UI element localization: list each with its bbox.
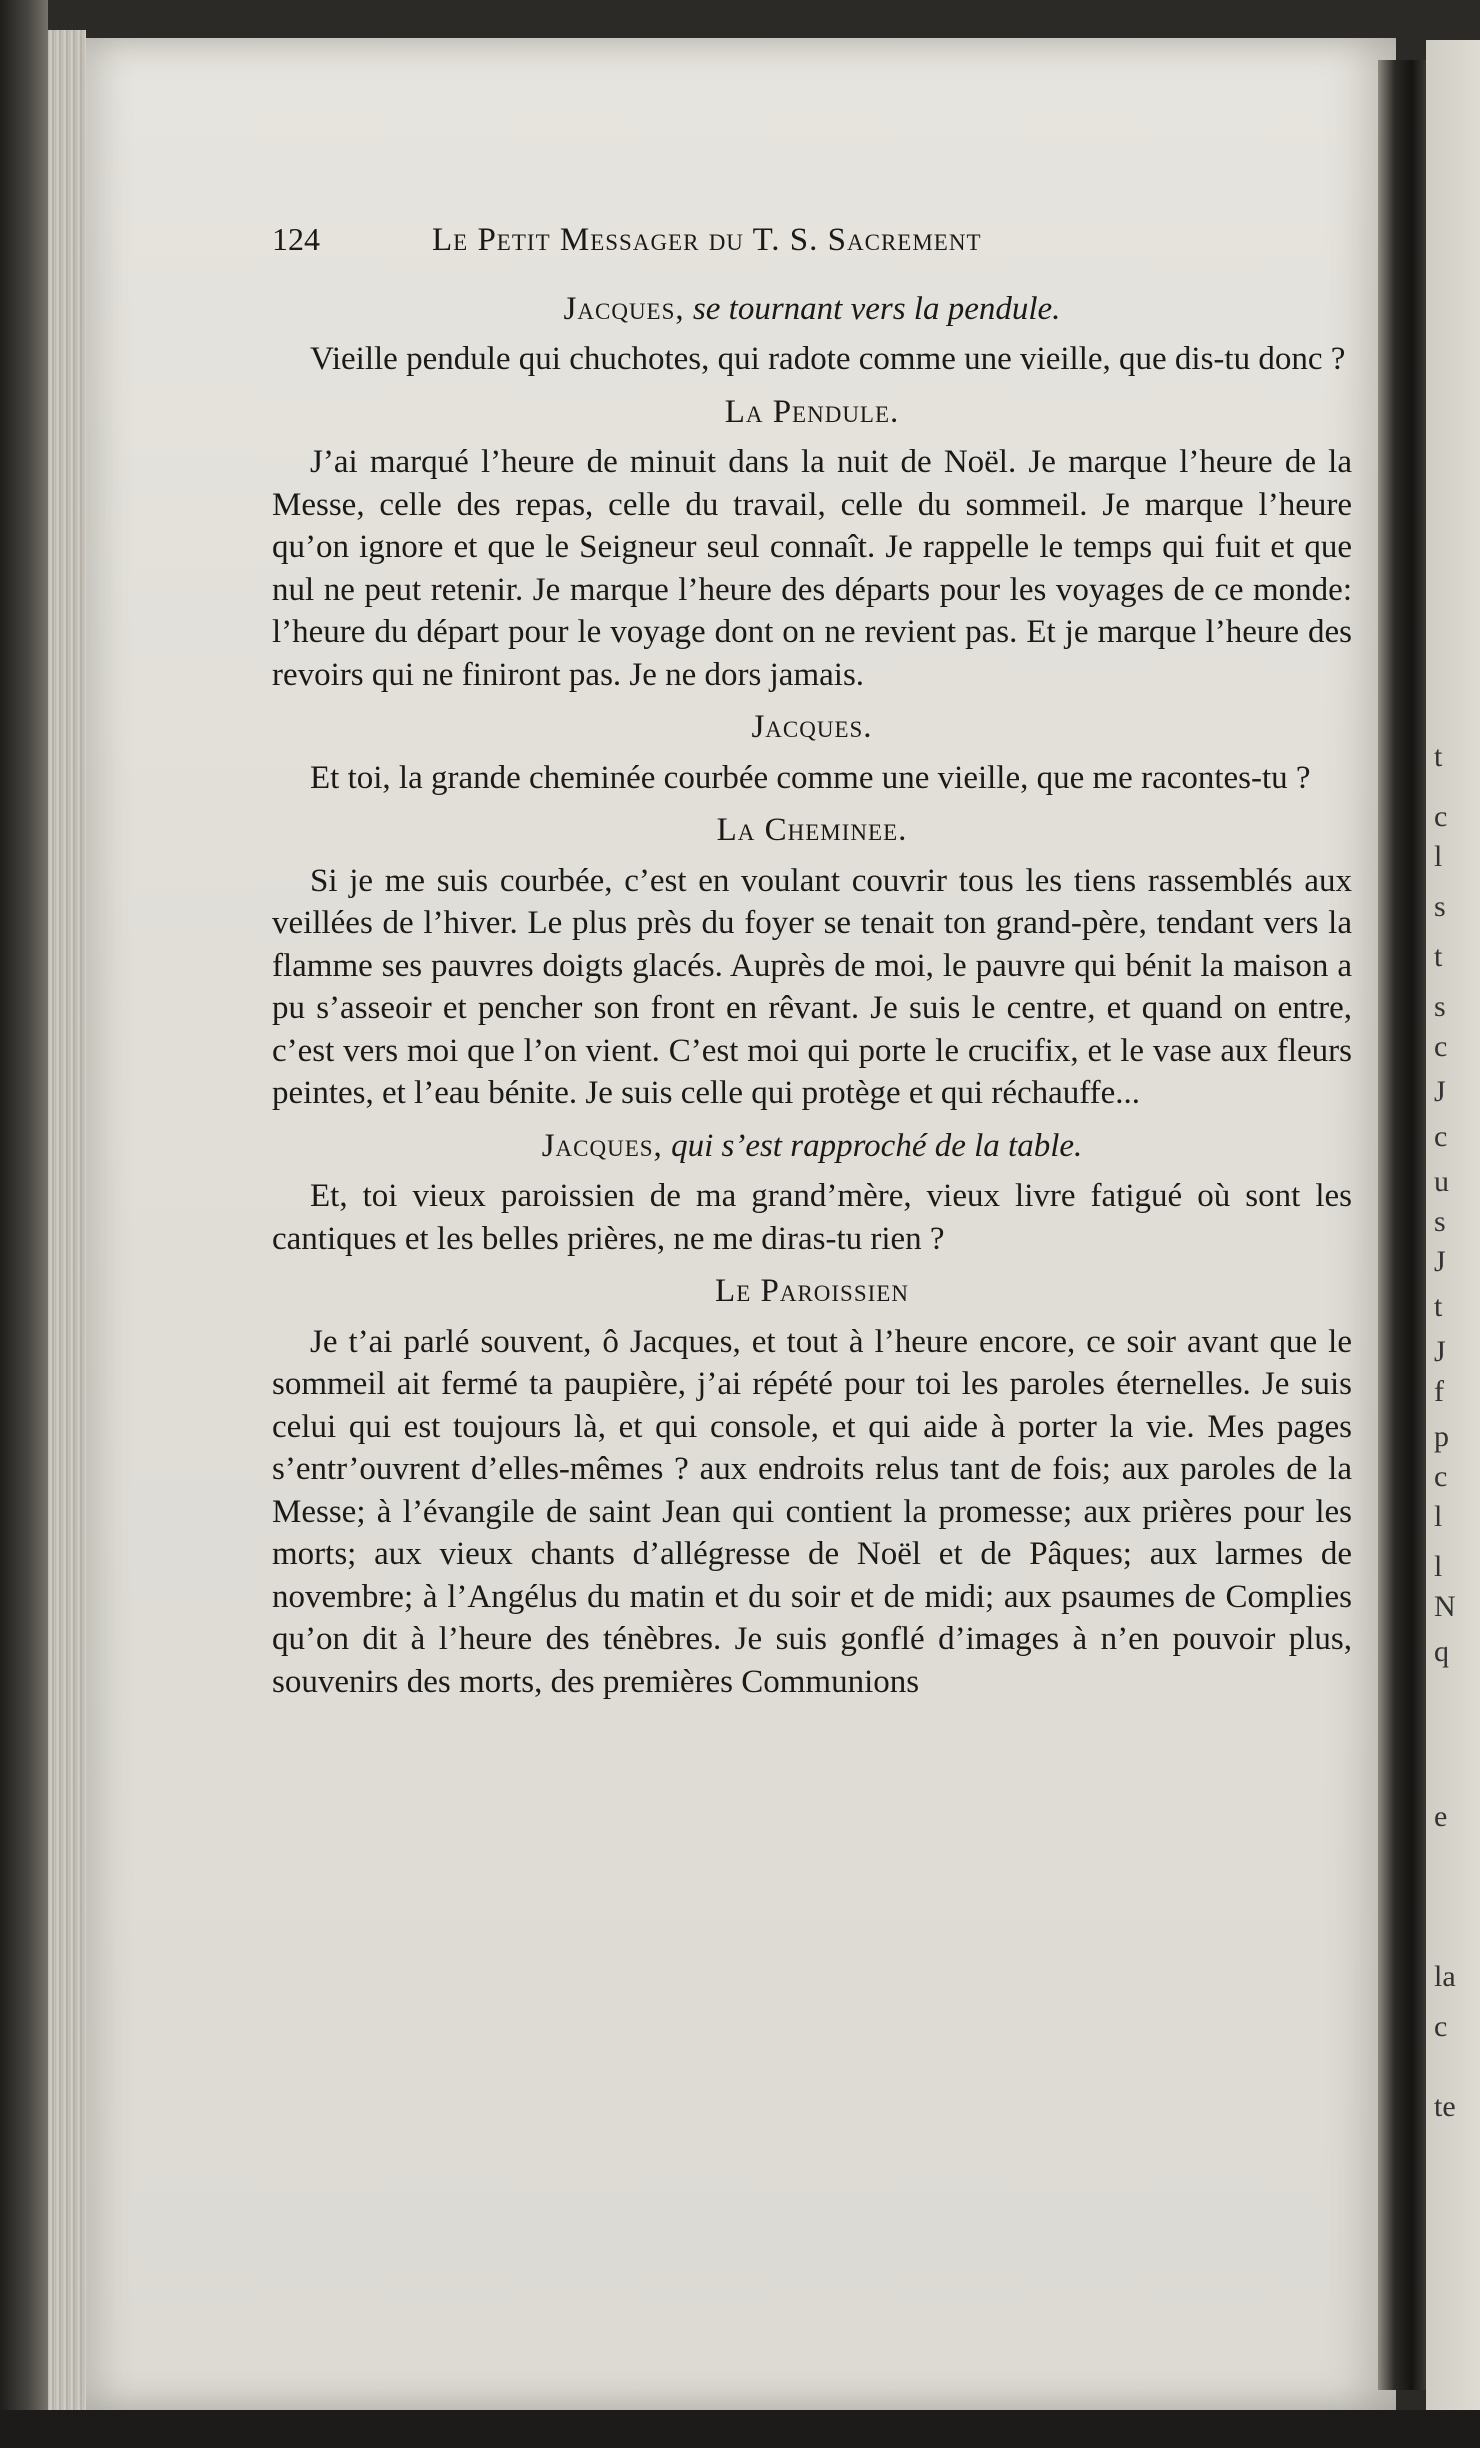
- facing-page-letter: t: [1434, 740, 1443, 773]
- speaker-name: La Pendule.: [724, 393, 900, 430]
- page-text: [272, 218, 1352, 1711]
- page-stack-edge: [48, 30, 86, 2430]
- running-head: [272, 218, 1352, 262]
- running-title: Le Petit Messager du T. S. Sacrement: [432, 222, 982, 258]
- speaker-heading: [272, 1125, 1352, 1168]
- body-text: [272, 288, 1352, 1704]
- facing-page-letter: te: [1434, 2090, 1456, 2123]
- stage-direction: qui s’est rapproché de la table.: [662, 1127, 1083, 1164]
- facing-page-letter: p: [1434, 1420, 1449, 1453]
- facing-page-letter: l: [1434, 1550, 1443, 1583]
- paragraph: Si je me suis courbée, c’est en voulant couvrir tous les tiens rassemblés aux veillées de l’hiver. Le plus près du foyer se tenait ton grand-père, tendant vers la flamme ses pauvres doigts glacés. Auprès de moi, le pauvre qui bénit la maison a pu s’asseoir et pencher son front en rêvant. Je suis le centre, et quand on entre, c’est vers moi que l’on vient. C’est moi qui porte le crucifix, et le vase aux fleurs peintes, et l’eau bénite. Je suis celle qui protège et qui réchauffe...: [272, 862, 1352, 1111]
- facing-page-letter: c: [1434, 1460, 1448, 1493]
- facing-page-letter: s: [1434, 990, 1446, 1023]
- paragraph: Et toi, la grande cheminée courbée comme une vieille, que me racontes-tu ?: [310, 759, 1311, 796]
- facing-page-letter: t: [1434, 1290, 1443, 1323]
- facing-page-letter: N: [1434, 1590, 1456, 1623]
- facing-page-letter: c: [1434, 2010, 1448, 2043]
- speaker-heading: [272, 809, 1352, 852]
- speaker-name: La Cheminee.: [716, 812, 908, 848]
- facing-page-letter: s: [1434, 1205, 1446, 1238]
- speaker-heading: [272, 288, 1352, 331]
- paragraph: Je t’ai parlé souvent, ô Jacques, et tout à l’heure encore, ce soir avant que le sommeil ait fermé ta paupière, j’ai répété pour toi les paroles éternelles. Je suis celui qui est toujours là, et qui console, et qui aide à porter la vie. Mes pages s’entr’ouvrent d’elles-mêmes ? aux endroits relus tant de fois; aux paroles de la Messe; à l’évangile de saint Jean qui contient la promesse; aux prières pour les morts; aux vieux chants d’allégresse de Noël et de Pâques; aux larmes de novembre; à l’Angélus du matin et du soir et de midi; aux psaumes de Complies qu’on dit à l’heure des ténèbres. Je suis gonflé d’images à n’en pouvoir plus, souvenirs des morts, des premières Communions: [272, 1323, 1352, 1700]
- speaker-name: Jacques,: [563, 290, 685, 327]
- facing-page-letter: s: [1434, 890, 1446, 923]
- facing-page-letter: c: [1434, 800, 1448, 833]
- speaker-heading: [272, 706, 1352, 749]
- facing-page-letter: c: [1434, 1030, 1448, 1063]
- speaker-heading: [272, 391, 1352, 434]
- paragraph: J’ai marqué l’heure de minuit dans la nuit de Noël. Je marque l’heure de la Messe, celle des repas, celle du travail, celle du sommeil. Je marque l’heure qu’on ignore et que le Seigneur seul connaît. Je rappelle le temps qui fuit et que nul ne peut retenir. Je marque l’heure des départs pour les voyages de ce monde: l’heure du départ pour le voyage dont on ne revient pas. Et je marque l’heure des revoirs qui ne finiront pas. Je ne dors jamais.: [272, 444, 1352, 693]
- paragraph: Vieille pendule qui chuchotes, qui radote comme une vieille, que dis-tu donc ?: [310, 341, 1346, 377]
- book-gutter-shadow: [1378, 60, 1426, 2390]
- facing-page-letter: c: [1434, 1120, 1448, 1153]
- facing-page-letter: q: [1434, 1635, 1449, 1668]
- speaker-name: Jacques.: [751, 709, 873, 745]
- facing-page-letter: J: [1434, 1075, 1446, 1108]
- speaker-heading: [272, 1270, 1352, 1313]
- facing-page-letter: l: [1434, 1500, 1443, 1533]
- facing-page-letter: f: [1434, 1375, 1444, 1408]
- facing-page-letter: t: [1434, 940, 1443, 973]
- facing-page-letter: e: [1434, 1800, 1448, 1833]
- facing-page-letter: u: [1434, 1165, 1449, 1198]
- stage-direction: se tournant vers la pendule.: [684, 290, 1061, 327]
- facing-page-letter: J: [1434, 1245, 1446, 1278]
- speaker-name: Jacques,: [541, 1127, 663, 1164]
- page-number: 124: [272, 221, 320, 257]
- scan-bottom-edge: [0, 2410, 1480, 2448]
- speaker-name: Le Paroissien: [715, 1273, 909, 1309]
- paragraph: Et, toi vieux paroissien de ma grand’mère, vieux livre fatigué où sont les cantiques et les belles prières, ne me diras-tu rien ?: [272, 1178, 1352, 1257]
- facing-page-letter: l: [1434, 840, 1443, 873]
- facing-page-letter: la: [1434, 1960, 1456, 1993]
- scan-left-edge: [0, 0, 48, 2448]
- facing-page-letter: J: [1434, 1335, 1446, 1368]
- facing-page-edge: [1426, 40, 1480, 2420]
